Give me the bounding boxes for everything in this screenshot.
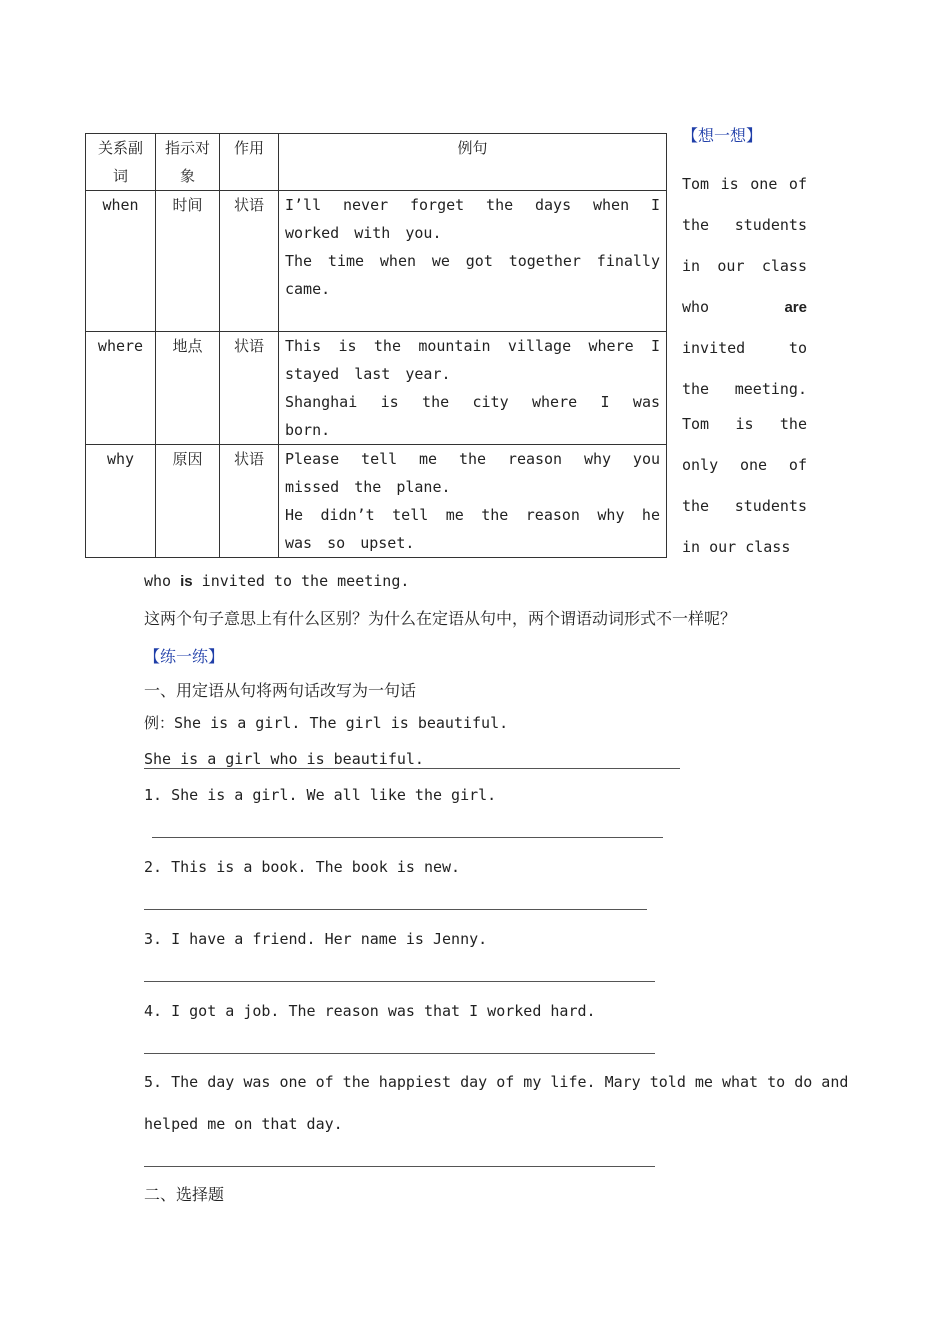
cell-examples [279, 332, 667, 445]
cell-target: 原因 [156, 445, 220, 558]
cell-role: 状语 [220, 191, 279, 332]
table-row [86, 332, 667, 445]
example-sentence: The time when we got together finally came. [285, 252, 660, 298]
example-sentence: He didn’t tell me the reason why he was so upset. [285, 506, 660, 552]
cell-adverb: where [86, 332, 156, 445]
think-sentence-1-start: Tom is one of the students in our class who [682, 175, 807, 316]
cell-target: 地点 [156, 332, 220, 445]
cell-adverb: why [86, 445, 156, 558]
exercise-item: 4. I got a job. The reason was that I worked hard. [144, 1002, 596, 1020]
answer-line[interactable] [144, 1052, 655, 1054]
exercise-item: 3. I have a friend. Her name is Jenny. [144, 930, 488, 948]
header-role: 作用 [220, 134, 279, 191]
think-sentence-2-continued [144, 572, 409, 590]
example-sentence: This is the mountain village where I stayed last year. [285, 337, 660, 383]
cell-role: 状语 [220, 332, 279, 445]
cell-examples [279, 445, 667, 558]
think-sentence-2 [682, 404, 807, 568]
answer-line[interactable] [144, 908, 647, 910]
example-line: 例：She is a girl. The girl is beautiful. [144, 714, 509, 732]
exercise-item: 2. This is a book. The book is new. [144, 858, 461, 876]
table-row [86, 191, 667, 332]
cell-adverb: when [86, 191, 156, 332]
example-sentence: Shanghai is the city where I was born. [285, 393, 660, 439]
table-header-row [86, 134, 667, 191]
example-sentence: Please tell me the reason why you missed the plane. [285, 450, 660, 496]
exercise-item-continued: helped me on that day. [144, 1115, 343, 1133]
example-sentence: I’ll never forget the days when I worked with you. [285, 196, 660, 242]
think-sentence-2-who: who [144, 572, 172, 590]
think-verb-is: is [180, 573, 193, 590]
cell-role: 状语 [220, 445, 279, 558]
cell-examples [279, 191, 667, 332]
table-row [86, 445, 667, 558]
relative-adverb-table [85, 133, 667, 558]
answer-line[interactable] [144, 1165, 655, 1167]
practice-title: 【练一练】 [144, 647, 225, 666]
exercise-item: 1. She is a girl. We all like the girl. [144, 786, 497, 804]
answer-line[interactable] [152, 836, 663, 838]
think-sentence-2-end: invited to the meeting. [201, 572, 410, 590]
think-question: 这两个句子意思上有什么区别？为什么在定语从句中，两个谓语动词形式不一样呢？ [144, 609, 737, 628]
think-section [682, 126, 807, 568]
think-verb-are: are [784, 299, 807, 316]
think-title: 【想一想】 [682, 126, 763, 145]
exercise-item: 5. The day was one of the happiest day of my life. Mary told me what to do and [144, 1073, 849, 1091]
think-sentence-1 [682, 164, 807, 410]
think-sentence-1-end: invited to the meeting. [682, 339, 807, 398]
header-target: 指示对象 [156, 134, 220, 191]
part1-title: 一、用定语从句将两句话改写为一句话 [144, 681, 417, 700]
answer-line[interactable] [144, 980, 655, 982]
example-answer: She is a girl who is beautiful. [144, 750, 680, 769]
think-sentence-2-start: Tom is the only one of the students in our class [682, 415, 807, 556]
header-example: 例句 [279, 134, 667, 191]
cell-target: 时间 [156, 191, 220, 332]
header-adverb: 关系副词 [86, 134, 156, 191]
part2-title: 二、选择题 [144, 1185, 225, 1204]
